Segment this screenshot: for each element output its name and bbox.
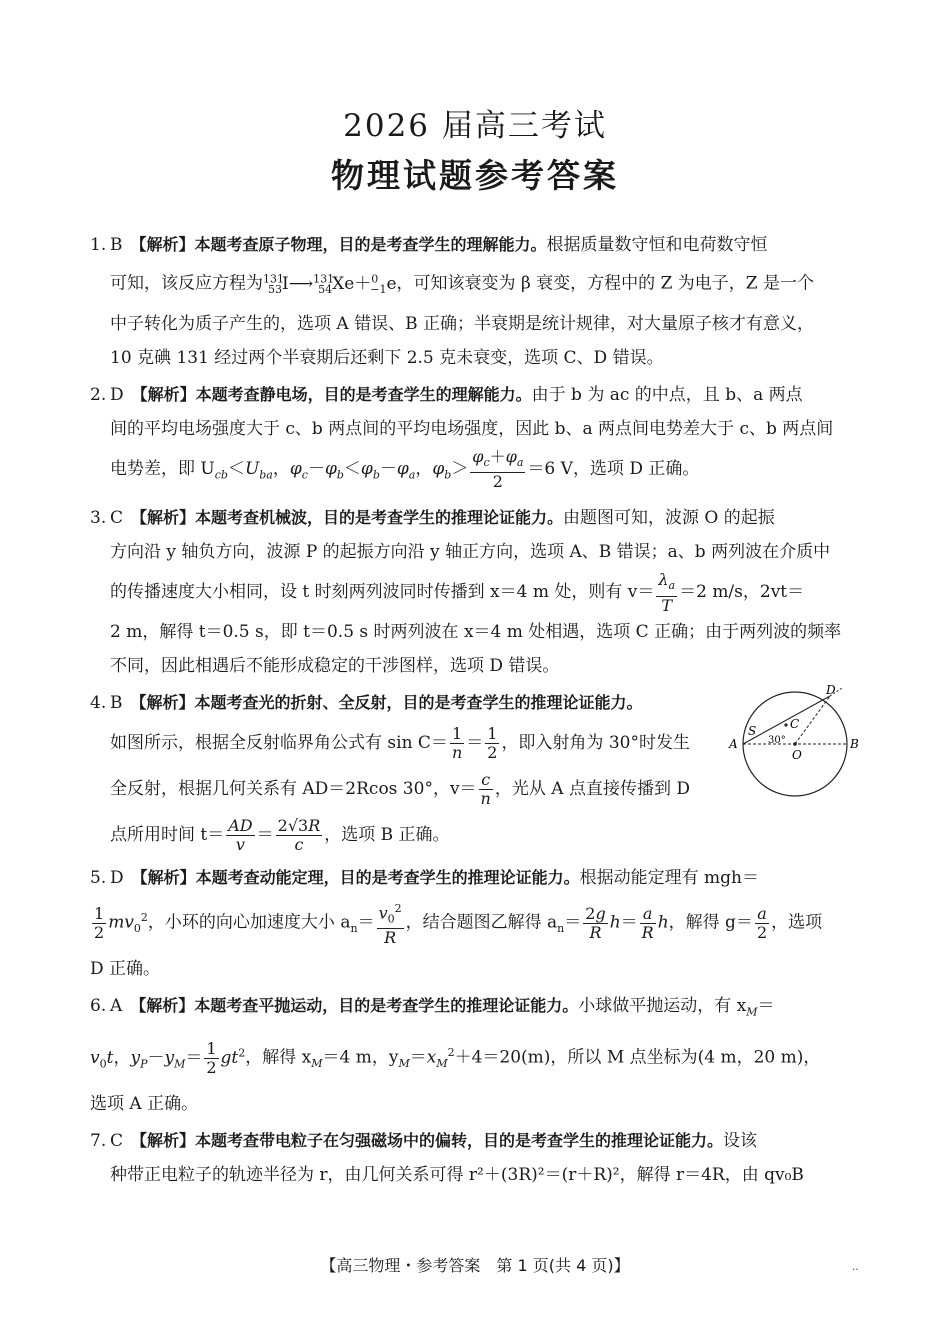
answer-letter: D xyxy=(110,868,124,889)
analysis-text: 中子转化为质子产生的，选项 A 错误、B 正确；半衰期是统计规律，对大量原子核才有意义， xyxy=(110,314,814,335)
analysis-text: ，选项 B 正确。 xyxy=(324,825,450,846)
label-c: C xyxy=(790,717,800,731)
answer-letter: B xyxy=(110,693,123,714)
analysis-text: ，选项 D 正确。 xyxy=(572,459,700,480)
analysis-text: 由于 b 为 ac 的中点，且 b、a 两点 xyxy=(531,385,803,406)
analysis-text: ，可知该衰变为 β 衰变，方程中的 Z 为电子，Z 是一个 xyxy=(396,273,815,294)
fraction-ad-over-v: $\frac{AD}{v}$ xyxy=(228,816,253,855)
fraction-1-over-2: $\frac{1}{2}$ xyxy=(487,724,498,763)
fraction-a-over-2: $\frac{a}{2}$ xyxy=(756,904,768,943)
fraction-2g-over-r: $\frac{2g}{R}$ xyxy=(585,904,606,943)
label-b: B xyxy=(850,737,859,751)
fraction-1-over-n: $\frac{1}{n}$ xyxy=(451,724,463,763)
label-a: A xyxy=(729,737,738,751)
analysis-text: ，即入射角为 30°时发生 xyxy=(501,733,690,754)
center-point-o xyxy=(793,742,797,746)
point-c xyxy=(784,723,787,726)
analysis-text: ，小环的向心加速度大小 a xyxy=(147,913,351,934)
analysis-text: 点所用时间 t＝ xyxy=(110,825,225,846)
analysis-text: 小球做平抛运动，有 x xyxy=(578,996,747,1017)
analysis-text: 的传播速度大小相同，设 t 时刻两列波同时传播到 x＝4 m 处，则有 v＝ xyxy=(110,582,655,603)
page-title-line2: 物理试题参考答案 xyxy=(331,156,619,195)
answer-item-1 xyxy=(90,228,860,375)
fraction-centripetal: $\frac{v_0^2}{R}$ xyxy=(378,901,402,948)
question-number: 5. xyxy=(90,868,107,889)
wave-speed-fraction: $\frac{\lambda_a}{T}$ xyxy=(658,570,676,615)
analysis-text: 不同，因此相遇后不能形成稳定的干涉图样，选项 D 错误。 xyxy=(110,656,560,677)
decay-equation: $^{131}_{53}$I⟶$^{131}_{54}$Xe＋$^0_{-1}$e xyxy=(263,272,397,297)
question-number: 4. xyxy=(90,693,107,714)
analysis-text: 种带正电粒子的轨迹半径为 r，由几何关系可得 r²＋(3R)²＝(r＋R)²，解得 r＝4R，由 qv₀B xyxy=(110,1164,804,1185)
analysis-text: 根据质量数守恒和电荷数守恒 xyxy=(546,235,768,255)
answer-item-3 xyxy=(90,501,860,683)
fraction-a-over-r: $\frac{a}{R}$ xyxy=(641,904,654,943)
analysis-tag: 【解析】本题考查原子物理，目的是考查学生的理解能力。 xyxy=(130,235,547,254)
answer-item-4: 4. B 【解析】本题考查光的折射、全反射，目的是考查学生的推理论证能力。 如图所示，根据全反射临界角公式有 sin C＝ $\frac{1}{n}$ ＝ $\frac{1}{2}$ ，即入射角为 30°时发生 全反射，根据几何关系有 AD＝2Rcos 30°，v＝ $\frac{c}{n}$ ，光从 A 点直接传播到 D 点所用时间 t＝ $\frac{AD}{v}$ ＝ $\frac{2√3R}{c}$ ，选项 B 正确。 xyxy=(90,686,860,858)
footer-mark: ‥ xyxy=(852,1262,859,1273)
analysis-text: 电势差，即 U xyxy=(110,459,215,480)
analysis-text: 如图所示，根据全反射临界角公式有 sin C＝ xyxy=(110,733,448,754)
analysis-text: ，光从 A 点直接传播到 D xyxy=(494,779,690,800)
projectile-equation: $v_0t$，$y_P-y_M=$ $\frac{1}{2}$ $gt^2$ xyxy=(90,1038,246,1077)
analysis-tag: 【解析】本题考查机械波，目的是考查学生的推理论证能力。 xyxy=(131,508,564,528)
fraction-time-result: $\frac{2√3R}{c}$ xyxy=(277,816,321,855)
question-number: 1. xyxy=(90,235,107,255)
analysis-text: 根据动能定理有 mgh＝ xyxy=(579,868,760,889)
label-s: S xyxy=(748,724,757,738)
circle-refraction-figure xyxy=(720,682,870,802)
analysis-text: ，解得 x xyxy=(245,1047,312,1068)
label-angle: 30° xyxy=(768,735,786,746)
potential-inequality: $_{cb}<U_{ba}$，$\varphi_c-\varphi_b<\varphi_b-\varphi_a$，$\varphi_b>$ $\frac{\varphi_c+\varphi_a}{2}$ ＝6 V xyxy=(214,446,573,492)
fraction-half: $\frac{1}{2}$ xyxy=(94,904,105,943)
analysis-text: 由题图可知，波源 O 的起振 xyxy=(563,508,775,529)
answer-letter: D xyxy=(110,385,124,406)
page-footer: 【高三物理・参考答案 第 1 页(共 4 页)】 xyxy=(320,1256,630,1275)
analysis-text: 方向沿 y 轴负方向，波源 P 的起振方向沿 y 轴正方向，选项 A、B 错误；a、b 两列波在介质中 xyxy=(110,542,831,563)
analysis-tag: 【解析】本题考查带电粒子在匀强磁场中的偏转，目的是考查学生的推理论证能力。 xyxy=(131,1130,724,1150)
analysis-text: ，解得 g＝ xyxy=(668,913,753,934)
analysis-text: ＋4＝20(m)，所以 M 点坐标为(4 m，20 m)， xyxy=(454,1047,821,1068)
analysis-text: 2 m，解得 t＝0.5 s，即 t＝0.5 s 时两列波在 x＝4 m 处相遇，选项 C 正确；由于两列波的频率 xyxy=(110,622,842,643)
analysis-text: 10 克碘 131 经过两个半衰期后还剩下 2.5 克未衰变，选项 C、D 错误。 xyxy=(110,348,664,369)
analysis-text: ＝2 m/s，2vt＝ xyxy=(679,582,805,603)
label-d: D xyxy=(826,683,836,697)
analysis-tag: 【解析】本题考查平抛运动，目的是考查学生的推理论证能力。 xyxy=(130,996,579,1016)
radius-od xyxy=(795,696,830,744)
analysis-text: D 正确。 xyxy=(90,959,161,980)
analysis-text: 间的平均电场强度大于 c、b 两点间的平均电场强度，因此 b、a 两点间电势差大于 c、b 两点间 xyxy=(110,419,834,440)
answer-letter: A xyxy=(110,996,123,1017)
analysis-text: 选项 A 正确。 xyxy=(90,1093,199,1114)
analysis-tag: 【解析】本题考查动能定理，目的是考查学生的推理论证能力。 xyxy=(131,868,580,888)
answer-letter: C xyxy=(110,1130,124,1151)
answer-letter: B xyxy=(110,235,123,255)
label-o: O xyxy=(792,748,802,762)
question-number: 6. xyxy=(90,996,107,1017)
page-title-line1: 2026 届高三考试 xyxy=(343,108,607,144)
analysis-text: 设该 xyxy=(723,1130,758,1151)
question-number: 7. xyxy=(90,1130,107,1151)
question-number: 2. xyxy=(90,385,107,406)
answer-item-6: 6. A 【解析】本题考查平抛运动，目的是考查学生的推理论证能力。小球做平抛运动，有 $x_M=$ $v_0t$，$y_P-y_M=$ $\frac{1}{2}$ $gt^2$，解得 $x_M=4$ m，$y_M=x_M^2+4=20(m)$，所以 M 点坐标为(4 m，20 m)， 选项 A 正确。 xyxy=(90,989,860,1120)
question-number: 3. xyxy=(90,508,107,529)
answer-item-7 xyxy=(90,1124,860,1192)
answer-letter: C xyxy=(110,508,124,529)
analysis-text: ，选项 xyxy=(771,913,823,934)
analysis-tag: 【解析】本题考查光的折射、全反射，目的是考查学生的推理论证能力。 xyxy=(130,693,643,713)
answer-item-2 xyxy=(90,378,860,498)
fraction-c-over-n: $\frac{c}{n}$ xyxy=(480,770,491,809)
analysis-text: ＝4 m，y xyxy=(322,1047,399,1068)
answer-item-5: 5. D 【解析】本题考查动能定理，目的是考查学生的推理论证能力。根据动能定理有 mgh＝ $\frac{1}{2}$ $mv_0^2$，小环的向心加速度大小 $a_n=$ $\frac{v_0^2}{R}$ ，结合题图乙解得 $a_n=$ $\frac{2g}{R}$ h＝ $\frac{a}{R}$ h，解得 g＝ $\frac{a}{2}$ ，选项 D 正确。 xyxy=(90,861,860,986)
analysis-text: 可知，该反应方程为 xyxy=(110,273,263,294)
analysis-text: ，结合题图乙解得 a xyxy=(405,913,558,934)
analysis-text: 全反射，根据几何关系有 AD＝2Rcos 30°，v＝ xyxy=(110,779,477,800)
analysis-tag: 【解析】本题考查静电场，目的是考查学生的理解能力。 xyxy=(131,385,532,405)
